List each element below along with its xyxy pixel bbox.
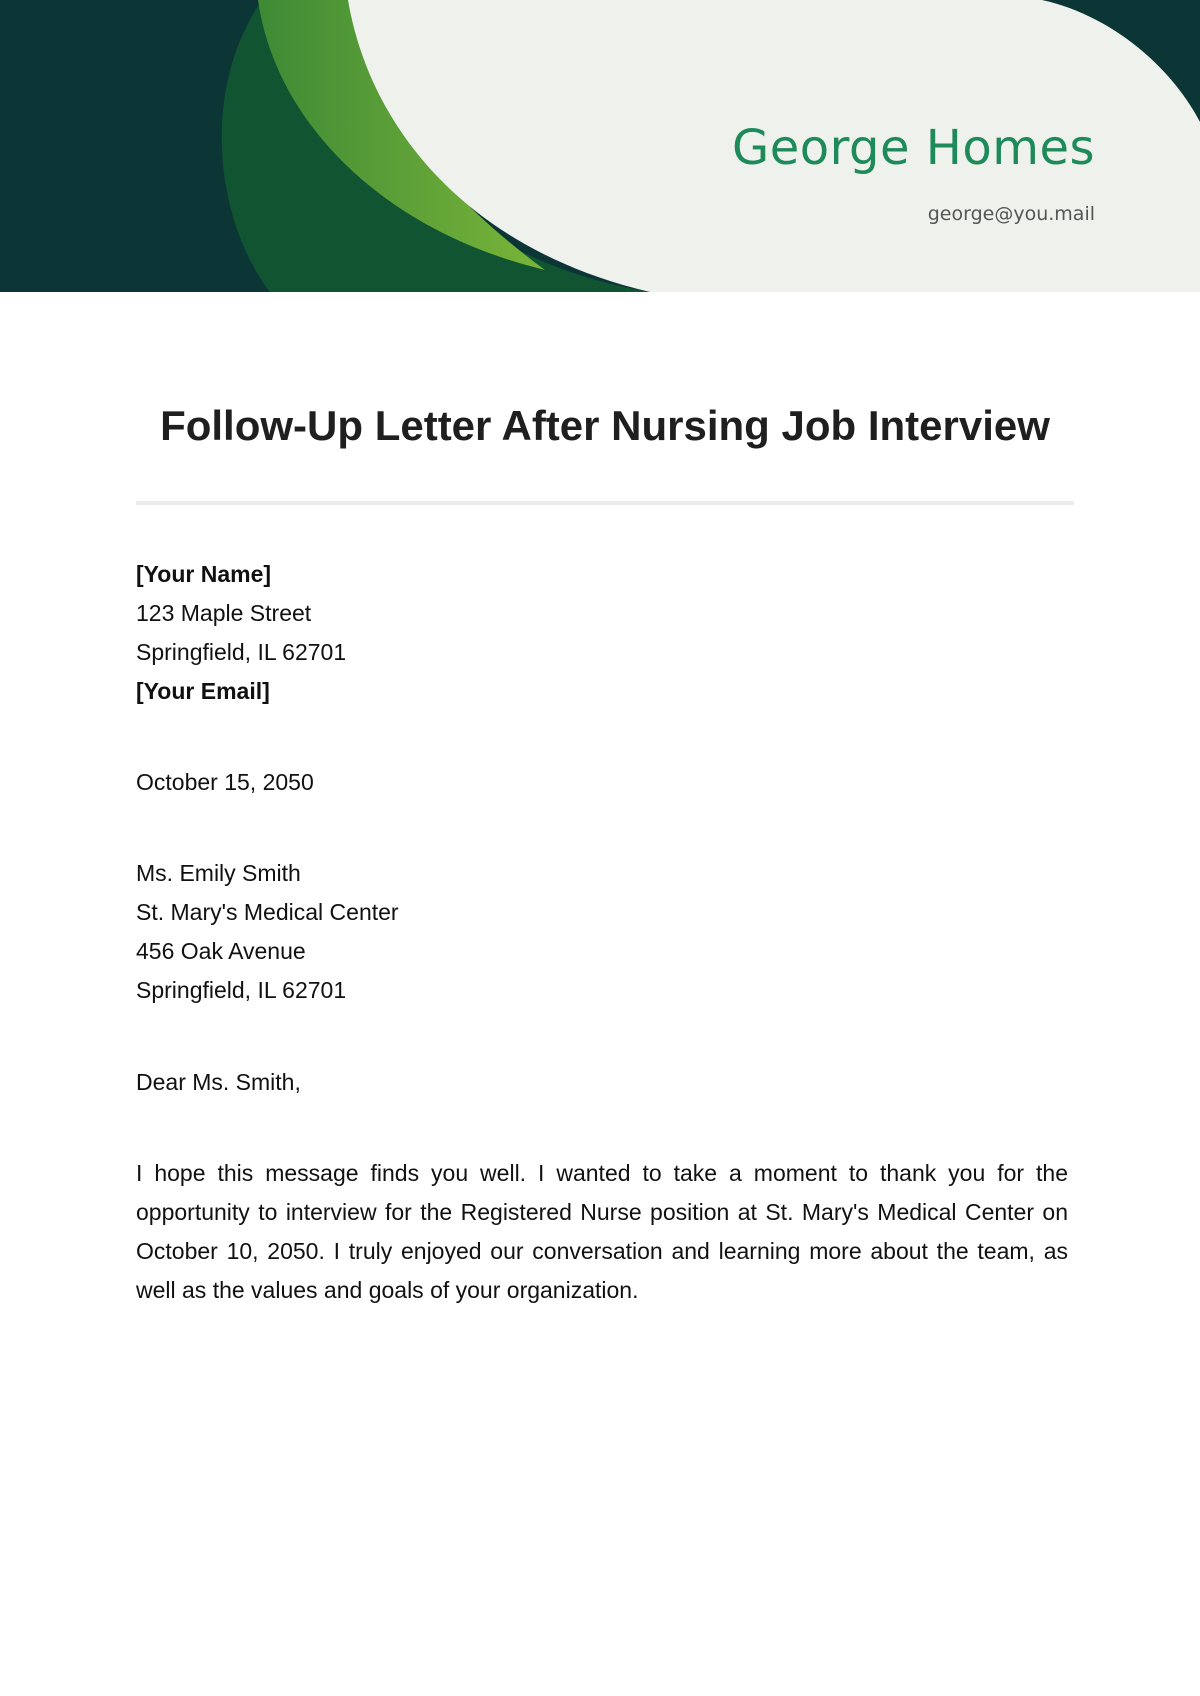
letter-date-block <box>136 763 1068 802</box>
sender-city: Springfield, IL 62701 <box>136 639 347 665</box>
title-divider <box>136 501 1074 505</box>
body-paragraph: I hope this message finds you well. I wanted to take a moment to thank you for the opportunity to interview for the Registered Nurse position at St. Mary's Medical Center on October 10, 2050. I truly enjoyed our conversation and learning more about the team, as well as the values and goals of your organization. <box>136 1160 1068 1303</box>
sender-name: [Your Name] <box>136 561 272 587</box>
letterhead-banner <box>0 0 1200 292</box>
salutation-block <box>136 1063 1068 1102</box>
recipient-name: Ms. Emily Smith <box>136 860 301 886</box>
company-email: george@you.mail <box>927 203 1095 225</box>
recipient-city: Springfield, IL 62701 <box>136 977 347 1003</box>
sender-email: [Your Email] <box>136 678 270 704</box>
recipient-street: 456 Oak Avenue <box>136 938 306 964</box>
page-title: Follow-Up Letter After Nursing Job Interview <box>160 402 1050 449</box>
sender-street: 123 Maple Street <box>136 600 312 626</box>
salutation: Dear Ms. Smith, <box>136 1069 301 1095</box>
recipient-organization: St. Mary's Medical Center <box>136 899 399 925</box>
sender-address <box>136 555 1068 711</box>
company-name: George Homes <box>732 120 1095 176</box>
recipient-address <box>136 854 1068 1010</box>
letter-date: October 15, 2050 <box>136 769 314 795</box>
